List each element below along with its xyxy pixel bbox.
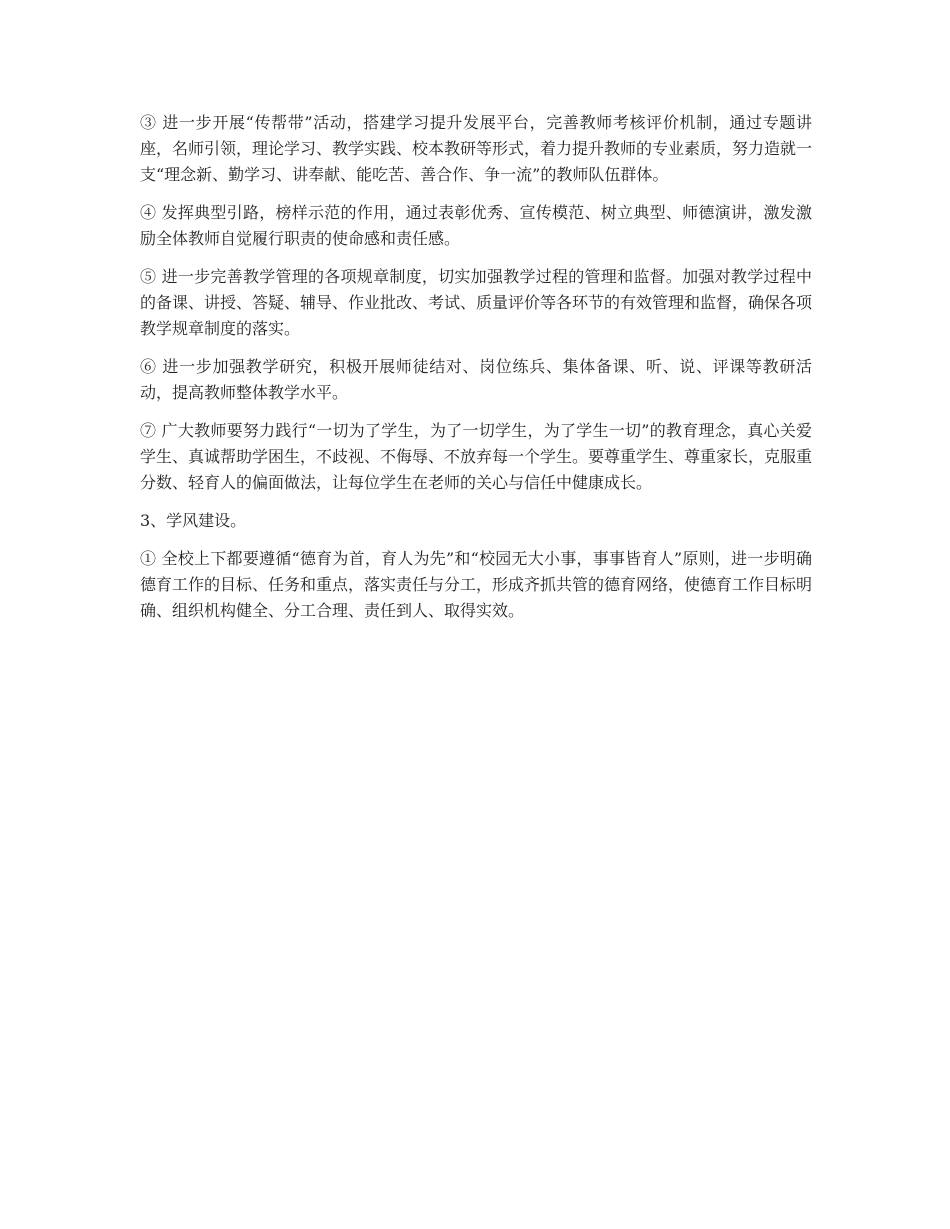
paragraph-teacher-mentoring: ③ 进一步开展“传帮带”活动，搭建学习提升发展平台，完善教师考核评价机制，通过专题讲座，名师引领，理论学习、教学实践、校本教研等形式，着力提升教师的专业素质，努力造就一支“理念新、勤学习、讲奉献、能吃苦、善合作、争一流”的教师队伍群体。 <box>140 113 813 184</box>
paragraph-moral-education: ① 全校上下都要遵循“德育为首，育人为先”和“校园无大小事，事事皆育人”原则，进一步明确德育工作的目标、任务和重点，落实责任与分工，形成齐抓共管的德育网络，使德育工作目标明确、组织机构健全、分工合理、责任到人、取得实效。 <box>140 549 813 620</box>
paragraph-student-care: ⑦ 广大教师要努力践行“一切为了学生，为了一切学生，为了学生一切”的教育理念，真心关爱学生、真诚帮助学困生，不歧视、不侮辱、不放弃每一个学生。要尊重学生、尊重家长，克服重分数、轻育人的偏面做法，让每位学生在老师的关心与信任中健康成长。 <box>140 421 813 492</box>
document-body <box>140 110 812 636</box>
paragraph-role-models: ④ 发挥典型引路，榜样示范的作用，通过表彰优秀、宣传模范、树立典型、师德演讲，激发激励全体教师自觉履行职责的使命感和责任感。 <box>140 203 812 248</box>
section-heading-study-style: 3、学风建设。 <box>140 511 247 530</box>
paragraph-teaching-management: ⑤ 进一步完善教学管理的各项规章制度，切实加强教学过程的管理和监督。加强对教学过程中的备课、讲授、答疑、辅导、作业批改、考试、质量评价等各环节的有效管理和监督，确保各项教学规章制度的落实。 <box>140 267 813 338</box>
paragraph-teaching-research: ⑥ 进一步加强教学研究，积极开展师徒结对、岗位练兵、集体备课、听、说、评课等教研活动，提高教师整体教学水平。 <box>140 357 812 402</box>
